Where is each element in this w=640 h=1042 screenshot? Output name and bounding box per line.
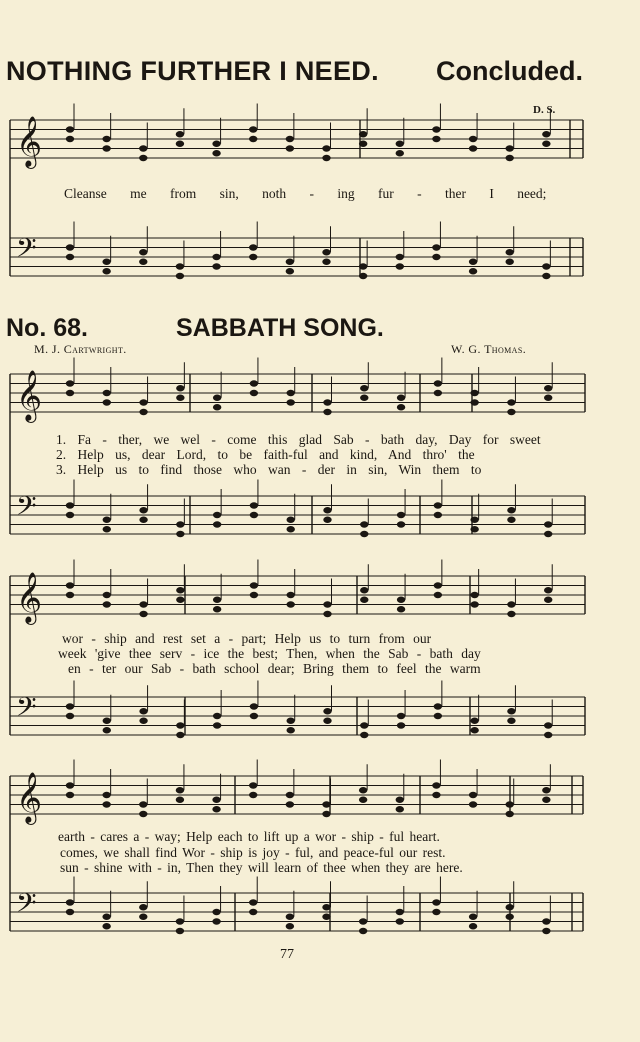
note-head: [250, 502, 258, 508]
concluded-label: Concluded.: [436, 56, 583, 86]
note-head: [176, 263, 184, 269]
note-head: [396, 797, 404, 803]
note-head: [470, 718, 478, 724]
note-head: [287, 399, 295, 405]
note-head: [397, 597, 405, 603]
note-head: [250, 592, 258, 598]
note-head: [66, 782, 74, 788]
note-head: [322, 801, 330, 807]
note-head: [360, 531, 368, 537]
note-head: [103, 727, 111, 733]
note-head: [286, 914, 294, 920]
hymn-number: No. 68.: [6, 314, 88, 342]
note-head: [396, 141, 404, 147]
note-head: [507, 399, 515, 405]
note-head: [286, 259, 294, 265]
note-head: [470, 390, 478, 396]
note-head: [287, 592, 295, 598]
note-head: [176, 732, 184, 738]
note-head: [102, 914, 110, 920]
note-head: [469, 914, 477, 920]
note-head: [286, 792, 294, 798]
note-head: [544, 531, 552, 537]
treble-clef-icon: 𝄞: [16, 116, 43, 167]
note-head: [250, 582, 258, 588]
note-head: [507, 718, 515, 724]
note-head: [506, 801, 514, 807]
note-head: [470, 399, 478, 405]
note-head: [139, 155, 147, 161]
lyric-line-top: Cleanse me from sin, noth - ing fur - ther I need;: [64, 186, 547, 201]
note-head: [360, 732, 368, 738]
note-head: [139, 708, 147, 714]
note-head: [323, 409, 331, 415]
note-head: [139, 718, 147, 724]
note-head: [470, 526, 478, 532]
note-head: [359, 263, 367, 269]
note-head: [176, 587, 184, 593]
note-head: [287, 601, 295, 607]
verse2-line3: comes, we shall find Wor - ship is joy - ful, and peace-ful our rest.: [60, 845, 446, 860]
note-head: [507, 517, 515, 523]
note-head: [506, 904, 514, 910]
verse1-line1: 1. Fa - ther, we wel - come this glad Sab - bath day, Day for sweet: [56, 432, 541, 447]
note-head: [66, 703, 74, 709]
note-head: [286, 136, 294, 142]
note-head: [176, 141, 184, 147]
note-head: [544, 732, 552, 738]
note-head: [397, 512, 405, 518]
note-head: [66, 136, 74, 142]
note-head: [542, 787, 550, 793]
note-head: [249, 136, 257, 142]
note-head: [434, 502, 442, 508]
verse1-line3: earth - cares a - way; Help each to lift up a wor - ship - ful heart.: [58, 829, 440, 844]
note-head: [66, 502, 74, 508]
note-head: [542, 928, 550, 934]
note-head: [102, 268, 110, 274]
note-head: [249, 126, 257, 132]
note-head: [434, 380, 442, 386]
note-head: [176, 395, 184, 401]
note-head: [287, 517, 295, 523]
note-head: [176, 722, 184, 728]
note-head: [212, 806, 220, 812]
note-head: [469, 268, 477, 274]
note-head: [359, 141, 367, 147]
note-head: [103, 390, 111, 396]
note-head: [434, 713, 442, 719]
note-head: [542, 263, 550, 269]
note-head: [432, 244, 440, 250]
note-head: [139, 904, 147, 910]
note-head: [139, 249, 147, 255]
note-head: [323, 399, 331, 405]
note-head: [286, 923, 294, 929]
page-number: 77: [280, 947, 294, 962]
hymn-title: SABBATH SONG.: [176, 314, 384, 342]
note-head: [359, 797, 367, 803]
treble-clef-icon: 𝄞: [16, 370, 43, 421]
note-head: [396, 263, 404, 269]
note-head: [176, 797, 184, 803]
note-head: [102, 145, 110, 151]
note-head: [103, 592, 111, 598]
note-head: [469, 801, 477, 807]
note-head: [360, 385, 368, 391]
note-head: [250, 380, 258, 386]
note-head: [213, 722, 221, 728]
note-head: [176, 928, 184, 934]
note-head: [397, 722, 405, 728]
note-head: [250, 390, 258, 396]
note-head: [103, 399, 111, 405]
note-head: [66, 380, 74, 386]
note-head: [323, 517, 331, 523]
note-head: [139, 811, 147, 817]
note-head: [250, 703, 258, 709]
note-head: [139, 507, 147, 513]
note-head: [434, 582, 442, 588]
note-head: [360, 722, 368, 728]
verse2-line1: 2. Help us, dear Lord, to be faith-ful and kind, And thro' the: [56, 447, 475, 462]
note-head: [102, 923, 110, 929]
note-head: [507, 507, 515, 513]
note-head: [322, 249, 330, 255]
note-head: [544, 395, 552, 401]
dal-segno-marking: D. S.: [533, 104, 556, 116]
verse3-line1: 3. Help us to find those who wan - der in sin, Win them to: [56, 462, 482, 477]
note-head: [397, 713, 405, 719]
note-head: [506, 155, 514, 161]
note-head: [323, 507, 331, 513]
note-head: [249, 254, 257, 260]
note-head: [139, 601, 147, 607]
note-head: [506, 249, 514, 255]
note-head: [432, 254, 440, 260]
note-head: [323, 601, 331, 607]
note-head: [432, 126, 440, 132]
note-head: [286, 268, 294, 274]
note-head: [506, 259, 514, 265]
note-head: [212, 909, 220, 915]
note-head: [542, 141, 550, 147]
note-head: [66, 390, 74, 396]
note-head: [542, 273, 550, 279]
note-head: [396, 806, 404, 812]
note-head: [249, 782, 257, 788]
note-head: [544, 597, 552, 603]
note-head: [469, 136, 477, 142]
note-head: [213, 521, 221, 527]
note-head: [66, 126, 74, 132]
note-head: [432, 782, 440, 788]
note-head: [507, 601, 515, 607]
note-head: [66, 792, 74, 798]
note-head: [360, 597, 368, 603]
note-head: [213, 512, 221, 518]
note-head: [544, 722, 552, 728]
note-head: [139, 801, 147, 807]
note-head: [176, 385, 184, 391]
note-head: [507, 708, 515, 714]
note-head: [542, 131, 550, 137]
note-head: [432, 792, 440, 798]
note-head: [542, 797, 550, 803]
note-head: [139, 409, 147, 415]
note-head: [360, 587, 368, 593]
note-head: [212, 263, 220, 269]
note-head: [396, 918, 404, 924]
note-head: [322, 145, 330, 151]
note-head: [213, 713, 221, 719]
note-head: [469, 792, 477, 798]
note-head: [213, 606, 221, 612]
composer-credit: W. G. Thomas.: [451, 342, 527, 356]
verse2-line2: week 'give thee serv - ice the best; Then, when the Sab - bath day: [58, 646, 481, 661]
note-head: [359, 918, 367, 924]
note-head: [103, 601, 111, 607]
note-head: [434, 592, 442, 598]
author-credit: M. J. Cartwright.: [34, 342, 127, 356]
note-head: [322, 914, 330, 920]
note-head: [432, 899, 440, 905]
note-head: [542, 918, 550, 924]
note-head: [249, 244, 257, 250]
note-head: [397, 404, 405, 410]
note-head: [213, 597, 221, 603]
note-head: [322, 904, 330, 910]
note-head: [397, 395, 405, 401]
note-head: [434, 512, 442, 518]
note-head: [470, 517, 478, 523]
note-head: [286, 801, 294, 807]
bass-clef-icon: 𝄢: [16, 490, 37, 528]
note-head: [66, 582, 74, 588]
note-head: [102, 792, 110, 798]
note-head: [397, 521, 405, 527]
note-head: [212, 254, 220, 260]
note-head: [396, 254, 404, 260]
note-head: [434, 390, 442, 396]
note-head: [396, 909, 404, 915]
note-head: [470, 727, 478, 733]
note-head: [103, 517, 111, 523]
note-head: [250, 713, 258, 719]
treble-clef-icon: 𝄞: [16, 772, 43, 823]
note-head: [359, 131, 367, 137]
note-head: [66, 713, 74, 719]
note-head: [322, 811, 330, 817]
note-head: [397, 606, 405, 612]
bass-clef-icon: 𝄢: [16, 691, 37, 729]
note-head: [102, 801, 110, 807]
note-head: [287, 526, 295, 532]
note-head: [250, 512, 258, 518]
note-head: [287, 390, 295, 396]
treble-clef-icon: 𝄞: [16, 572, 43, 623]
note-head: [103, 526, 111, 532]
note-head: [469, 259, 477, 265]
note-head: [103, 718, 111, 724]
note-head: [66, 254, 74, 260]
note-head: [66, 512, 74, 518]
note-head: [322, 155, 330, 161]
note-head: [176, 531, 184, 537]
note-head: [176, 273, 184, 279]
note-head: [249, 909, 257, 915]
note-head: [507, 611, 515, 617]
note-head: [176, 597, 184, 603]
note-head: [212, 797, 220, 803]
note-head: [102, 136, 110, 142]
note-head: [139, 399, 147, 405]
note-head: [66, 592, 74, 598]
note-head: [322, 259, 330, 265]
bass-clef-icon: 𝄢: [16, 232, 37, 270]
note-head: [544, 385, 552, 391]
note-head: [506, 811, 514, 817]
note-head: [139, 517, 147, 523]
previous-hymn-title: NOTHING FURTHER I NEED.: [6, 56, 379, 86]
note-head: [176, 131, 184, 137]
note-head: [360, 521, 368, 527]
note-head: [323, 718, 331, 724]
note-head: [359, 928, 367, 934]
note-head: [102, 259, 110, 265]
note-head: [544, 521, 552, 527]
note-head: [506, 145, 514, 151]
note-head: [323, 708, 331, 714]
note-head: [66, 909, 74, 915]
note-head: [176, 918, 184, 924]
note-head: [213, 395, 221, 401]
bass-clef-icon: 𝄢: [16, 887, 37, 925]
note-head: [139, 914, 147, 920]
note-head: [213, 404, 221, 410]
note-head: [286, 145, 294, 151]
note-head: [507, 409, 515, 415]
note-head: [323, 611, 331, 617]
verse1-line2: wor - ship and rest set a - part; Help us to turn from our: [62, 631, 432, 646]
note-head: [544, 587, 552, 593]
note-head: [176, 521, 184, 527]
note-head: [212, 150, 220, 156]
note-head: [212, 918, 220, 924]
note-head: [434, 703, 442, 709]
note-head: [249, 792, 257, 798]
note-head: [212, 141, 220, 147]
note-head: [139, 145, 147, 151]
note-head: [360, 395, 368, 401]
note-head: [432, 136, 440, 142]
note-head: [287, 718, 295, 724]
note-head: [469, 145, 477, 151]
note-head: [470, 592, 478, 598]
note-head: [66, 244, 74, 250]
note-head: [287, 727, 295, 733]
note-head: [506, 914, 514, 920]
note-head: [359, 787, 367, 793]
note-head: [139, 611, 147, 617]
note-head: [396, 150, 404, 156]
verse3-line3: sun - shine with - in, Then they will learn of thee when they are here.: [60, 860, 463, 875]
note-head: [469, 923, 477, 929]
note-head: [176, 787, 184, 793]
note-head: [66, 899, 74, 905]
note-head: [470, 601, 478, 607]
note-head: [249, 899, 257, 905]
note-head: [359, 273, 367, 279]
verse3-line2: en - ter our Sab - bath school dear; Bring them to feel the warm: [68, 661, 481, 676]
note-head: [432, 909, 440, 915]
note-head: [139, 259, 147, 265]
